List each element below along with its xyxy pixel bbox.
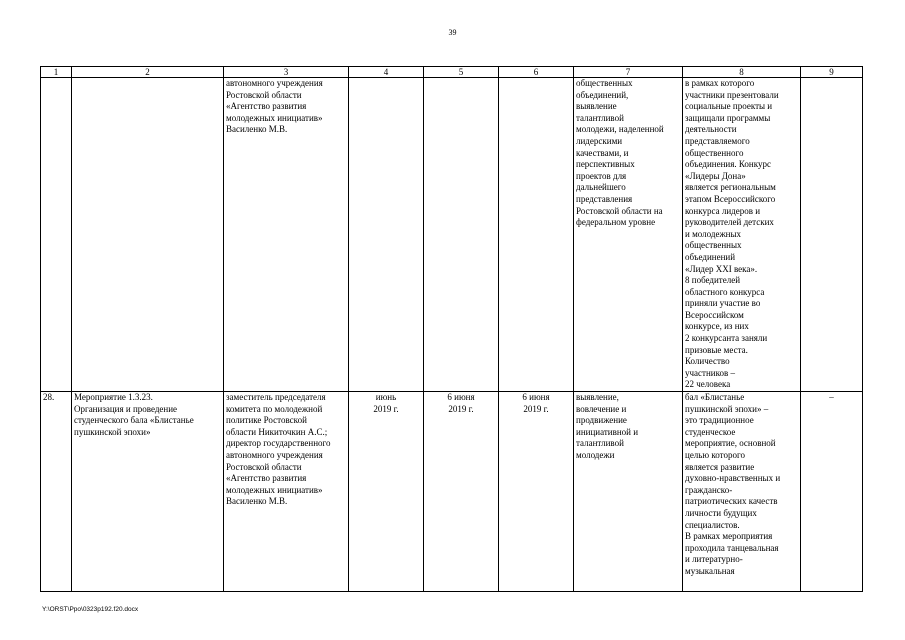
planned-date-cell xyxy=(349,78,424,392)
end-date-cell: 6 июня 2019 г. xyxy=(499,392,574,592)
responsible-cell: автономного учреждения Ростовской области «Агентство развития молодежных инициатив» Василенко М.В. xyxy=(224,78,349,392)
note-cell: – xyxy=(801,392,863,592)
footer-file-path: Y:\ORST\Ppo\0323p192.f20.docx xyxy=(42,606,139,613)
column-number: 3 xyxy=(224,67,349,78)
column-number: 5 xyxy=(424,67,499,78)
column-number: 4 xyxy=(349,67,424,78)
column-number: 6 xyxy=(499,67,574,78)
row-number-cell xyxy=(41,78,72,392)
column-number: 2 xyxy=(72,67,224,78)
planned-date-cell: июнь 2019 г. xyxy=(349,392,424,592)
note-cell xyxy=(801,78,863,392)
goal-cell: выявление, вовлечение и продвижение инициативной и талантливой молодежи xyxy=(574,392,683,592)
result-cell: в рамках которого участники презентовали социальные проекты и защищали программы деятельности представляемого общественного объединения. Конкурс «Лидеры Дона» является региональным этапом Всероссийского конкурса лидеров и руководителей детских и молодежных общественных объединений «Лидер XXI века». 8 победителей областного конкурса приняли участие во Всероссийском конкурсе, из них 2 конкурсанта заняли призовые места. Количество участников – 22 человека xyxy=(683,78,801,392)
goal-cell: общественных объединений, выявление талантливой молодежи, наделенной лидерскими качествами, и перспективных проектов для дальнейшего представления Ростовской области на федеральном уровне xyxy=(574,78,683,392)
report-table xyxy=(40,66,863,592)
end-date-cell xyxy=(499,78,574,392)
page-number: 39 xyxy=(448,28,457,37)
column-number-row xyxy=(41,67,863,78)
responsible-cell: заместитель председателя комитета по молодежной политике Ростовской области Никиточкин А.С.; директор государственного автономного учреждения Ростовской области «Агентство развития молодежных инициатив» Василенко М.В. xyxy=(224,392,349,592)
column-number: 7 xyxy=(574,67,683,78)
start-date-cell: 6 июня 2019 г. xyxy=(424,392,499,592)
table-row xyxy=(41,78,863,392)
result-cell: бал «Блистанье пушкинской эпохи» – это традиционное студенческое мероприятие, основной целью которого является развитие духовно-нравственных и гражданско- патриотических качеств личности будущих специалистов. В рамках мероприятия проходила танцевальная и литературно- музыкальная xyxy=(683,392,801,592)
column-number: 1 xyxy=(41,67,72,78)
event-cell: Мероприятие 1.3.23. Организация и проведение студенческого бала «Блистанье пушкинской эпохи» xyxy=(72,392,224,592)
row-number-cell: 28. xyxy=(41,392,72,592)
event-cell xyxy=(72,78,224,392)
column-number: 8 xyxy=(683,67,801,78)
column-number: 9 xyxy=(801,67,863,78)
table-row xyxy=(41,392,863,592)
start-date-cell xyxy=(424,78,499,392)
